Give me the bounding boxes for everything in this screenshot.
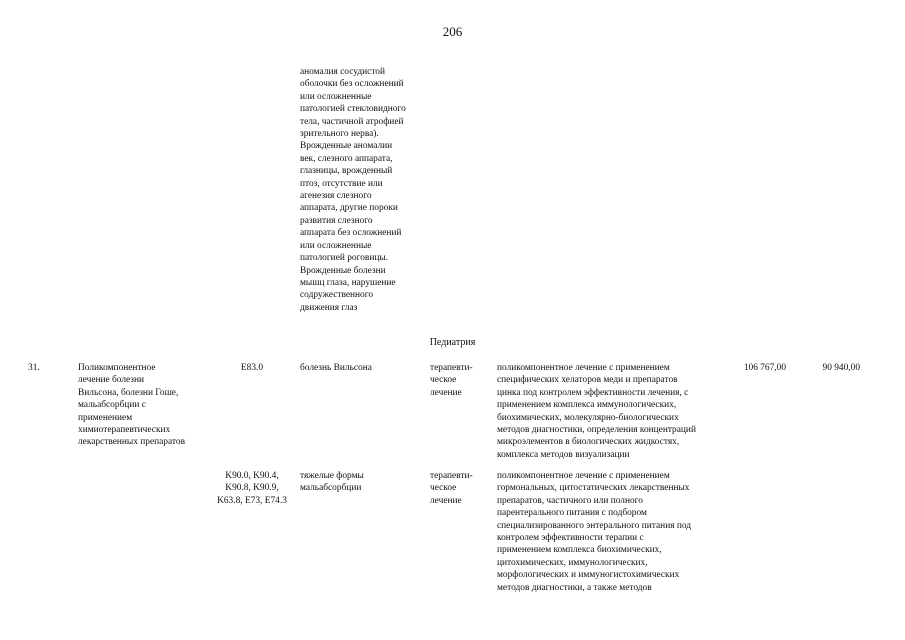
- treatment-name-line: лекарственных препаратов: [78, 437, 185, 448]
- price-base: 90 940,00: [822, 363, 860, 373]
- page-number: 206: [442, 24, 463, 39]
- treatment-name-line: Поликомпонентное: [78, 363, 156, 373]
- treatment-name-line: применением: [78, 412, 133, 423]
- treatment-method-line: гормональных, цитостатических лекарственных: [497, 483, 690, 494]
- treatment-method-line: морфологических и иммуногистохимических: [497, 570, 680, 581]
- carry-line: Врожденные аномалии: [300, 141, 393, 152]
- treatment-method-line: методов диагностики, определения концентраций: [497, 425, 696, 436]
- carry-line: или осложненные: [300, 91, 372, 102]
- treatment-name-line: химиотерапевтических: [78, 425, 171, 436]
- patient-model-line: болезнь Вильсона: [300, 363, 372, 373]
- treatment-type-line: терапевти-: [430, 471, 473, 481]
- patient-model: [300, 362, 420, 374]
- price-standard: 106 767,00: [743, 363, 786, 373]
- carry-line: век, слезного аппарата,: [300, 153, 393, 164]
- carry-line: глазницы, врожденный: [300, 166, 393, 177]
- treatment-method-line: комплекса методов визуализации: [497, 449, 630, 460]
- treatment-name-line: Вильсона, болезни Гоше,: [78, 387, 179, 398]
- carry-line: развития слезного: [300, 215, 373, 226]
- treatment-type-line: лечение: [430, 495, 462, 506]
- carry-line: движения глаз: [300, 302, 358, 313]
- carry-line: мышц глаза, нарушение: [300, 277, 396, 288]
- row-number: 31.: [28, 363, 40, 373]
- treatment-type-line: лечение: [430, 387, 462, 398]
- treatment-method-line: специализированного энтерального питания под: [497, 520, 692, 531]
- treatment-name: [78, 362, 218, 449]
- carry-line: содружественного: [300, 290, 374, 301]
- treatment-method-line: микроэлементов в биологических жидкостях,: [497, 437, 680, 448]
- patient-model-line: мальабсорбции: [300, 483, 362, 494]
- carry-line: Врожденные болезни: [300, 265, 386, 276]
- treatment-name-line: лечение болезни: [78, 375, 145, 386]
- carry-line: патологией роговицы.: [300, 253, 388, 264]
- treatment-method-line: контролем эффективности терапии с: [497, 533, 644, 544]
- carry-line: оболочки без осложнений: [300, 79, 404, 90]
- treatment-type-line: ческое: [430, 375, 457, 386]
- treatment-type-line: терапевти-: [430, 363, 473, 373]
- treatment-method-line: препаратов, частичного или полного: [497, 495, 643, 506]
- carry-line: или осложненные: [300, 240, 372, 251]
- treatment-type: [430, 362, 490, 399]
- carry-line: аппарата без осложнений: [300, 228, 402, 239]
- treatment-method-line: применением комплекса биохимических,: [497, 545, 662, 556]
- patient-model-line: тяжелые формы: [300, 471, 364, 481]
- treatment-method-line: применением комплекса иммунологических,: [497, 400, 677, 411]
- treatment-method-line: специфических хелаторов меди и препаратов: [497, 375, 678, 386]
- treatment-name-line: мальабсорбции с: [78, 400, 146, 411]
- carry-line: аномалия сосудистой: [300, 67, 385, 77]
- icd-code: [206, 362, 298, 374]
- carry-over-text: [300, 66, 428, 314]
- carry-line: агенезия слезного: [300, 191, 372, 202]
- icd-code-line: K90.0, K90.4,: [225, 471, 279, 481]
- treatment-method: [497, 362, 733, 461]
- carry-line: аппарата, другие пороки: [300, 203, 398, 214]
- treatment-method-line: цитохимических, иммунологических,: [497, 557, 648, 568]
- icd-code-line: K63.8, E73, E74.3: [217, 495, 287, 506]
- treatment-method-line: методов диагностики, а также методов: [497, 582, 652, 593]
- icd-code: [206, 470, 298, 507]
- treatment-method-line: парентерального питания с подбором: [497, 508, 647, 519]
- treatment-method-line: цинка под контролем эффективности лечения, с: [497, 387, 689, 398]
- treatment-method-line: поликомпонентное лечение с применением: [497, 363, 670, 373]
- treatment-method: [497, 470, 733, 594]
- treatment-type: [430, 470, 490, 507]
- carry-line: птоз, отсутствие или: [300, 178, 383, 189]
- treatment-method-line: поликомпонентное лечение с применением: [497, 471, 670, 481]
- carry-line: зрительного нерва).: [300, 129, 379, 140]
- icd-code-line: K90.8, K90.9,: [225, 483, 279, 494]
- carry-line: тела, частичной атрофией: [300, 116, 404, 127]
- treatment-type-line: ческое: [430, 483, 457, 494]
- treatment-method-line: биохимических, молекулярно-биологических: [497, 412, 679, 423]
- icd-code-line: E83.0: [240, 363, 264, 373]
- section-title: Педиатрия: [429, 337, 476, 348]
- patient-model: [300, 470, 420, 495]
- carry-line: патологией стекловидного: [300, 104, 406, 115]
